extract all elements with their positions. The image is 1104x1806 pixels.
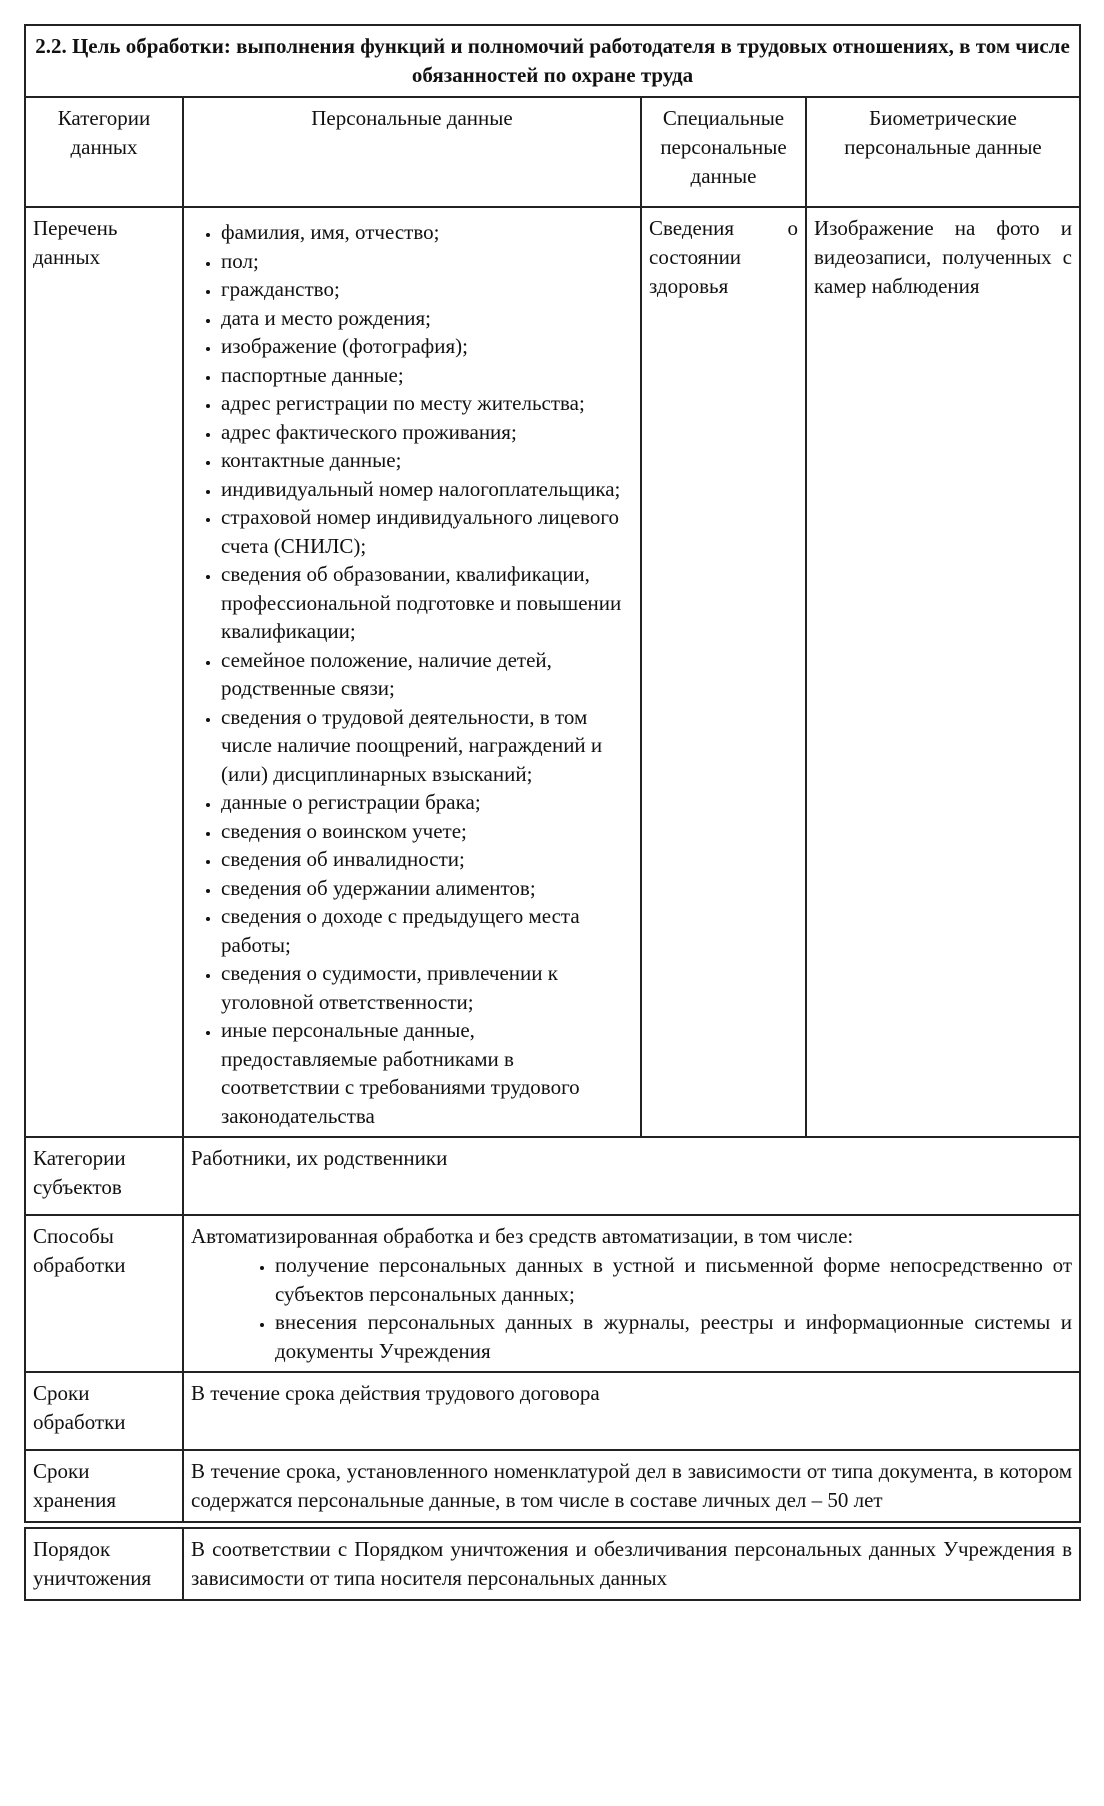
subjects-label: Категории субъектов xyxy=(25,1137,183,1215)
list-item: • изображение (фотография); xyxy=(221,332,633,361)
list-item: • внесения персональных данных в журналы, реестры и информационные системы и документы Учреждения xyxy=(275,1308,1072,1365)
list-item: • адрес регистрации по месту жительства; xyxy=(221,389,633,418)
storage-terms-value: В течение срока, установленного номенклатурой дел в зависимости от типа документа, в котором содержатся персональные данные, в том числе в составе личных дел – 50 лет xyxy=(183,1450,1080,1522)
list-item: • сведения об инвалидности; xyxy=(221,845,633,874)
list-item: • паспортные данные; xyxy=(221,361,633,390)
list-item: • дата и место рождения; xyxy=(221,304,633,333)
list-item: • страховой номер индивидуального лицевого счета (СНИЛС); xyxy=(221,503,633,560)
list-item: • фамилия, имя, отчество; xyxy=(221,218,633,247)
header-personal-data: Персональные данные xyxy=(183,97,641,207)
list-item: • сведения о доходе с предыдущего места работы; xyxy=(221,902,633,959)
processing-terms-value: В течение срока действия трудового договора xyxy=(183,1372,1080,1450)
processing-terms-label: Сроки обработки xyxy=(25,1372,183,1450)
list-item: • индивидуальный номер налогоплательщика; xyxy=(221,475,633,504)
header-special-data: Специальные персональные данные xyxy=(641,97,806,207)
storage-terms-label: Сроки хранения xyxy=(25,1450,183,1522)
methods-list xyxy=(191,1251,1072,1365)
list-item: • семейное положение, наличие детей, родственные связи; xyxy=(221,646,633,703)
section-title: 2.2. Цель обработки: выполнения функций и полномочий работодателя в трудовых отношениях, в том числе обязанностей по охране труда xyxy=(25,25,1080,97)
header-biometric-data: Биометрические персональные данные xyxy=(806,97,1080,207)
header-row xyxy=(25,97,1080,207)
processing-purpose-table xyxy=(24,24,1081,1601)
list-item: • получение персональных данных в устной и письменной форме непосредственно от субъектов персональных данных; xyxy=(275,1251,1072,1308)
title-row xyxy=(25,25,1080,97)
list-item: • сведения о трудовой деятельности, в том числе наличие поощрений, награждений и (или) дисциплинарных взысканий; xyxy=(221,703,633,789)
list-item: • сведения о воинском учете; xyxy=(221,817,633,846)
destruction-label: Порядок уничтожения xyxy=(25,1528,183,1600)
biometric-data-cell: Изображение на фото и видеозаписи, полученных с камер наблюдения xyxy=(806,207,1080,1137)
subjects-row xyxy=(25,1137,1080,1215)
list-item: • контактные данные; xyxy=(221,446,633,475)
personal-data-cell xyxy=(183,207,641,1137)
header-categories: Категории данных xyxy=(25,97,183,207)
destruction-value: В соответствии с Порядком уничтожения и обезличивания персональных данных Учреждения в зависимости от типа носителя персональных данных xyxy=(183,1528,1080,1600)
methods-row xyxy=(25,1215,1080,1372)
list-item: • пол; xyxy=(221,247,633,276)
special-data-cell: Сведения о состоянии здоровья xyxy=(641,207,806,1137)
list-item: • данные о регистрации брака; xyxy=(221,788,633,817)
list-item: • сведения об удержании алиментов; xyxy=(221,874,633,903)
processing-terms-row xyxy=(25,1372,1080,1450)
list-item: • сведения о судимости, привлечении к уголовной ответственности; xyxy=(221,959,633,1016)
methods-cell xyxy=(183,1215,1080,1372)
list-item: • сведения об образовании, квалификации, профессиональной подготовке и повышении квалификации; xyxy=(221,560,633,646)
storage-terms-row xyxy=(25,1450,1080,1522)
methods-label: Способы обработки xyxy=(25,1215,183,1372)
personal-data-list xyxy=(191,218,633,1130)
subjects-value: Работники, их родственники xyxy=(183,1137,1080,1215)
list-item: • гражданство; xyxy=(221,275,633,304)
data-list-label: Перечень данных xyxy=(25,207,183,1137)
methods-intro: Автоматизированная обработка и без средств автоматизации, в том числе: xyxy=(191,1224,854,1248)
list-item: • иные персональные данные, предоставляемые работниками в соответствии с требованиями трудового законодательства xyxy=(221,1016,633,1130)
destruction-row xyxy=(25,1528,1080,1600)
list-item: • адрес фактического проживания; xyxy=(221,418,633,447)
data-list-row xyxy=(25,207,1080,1137)
